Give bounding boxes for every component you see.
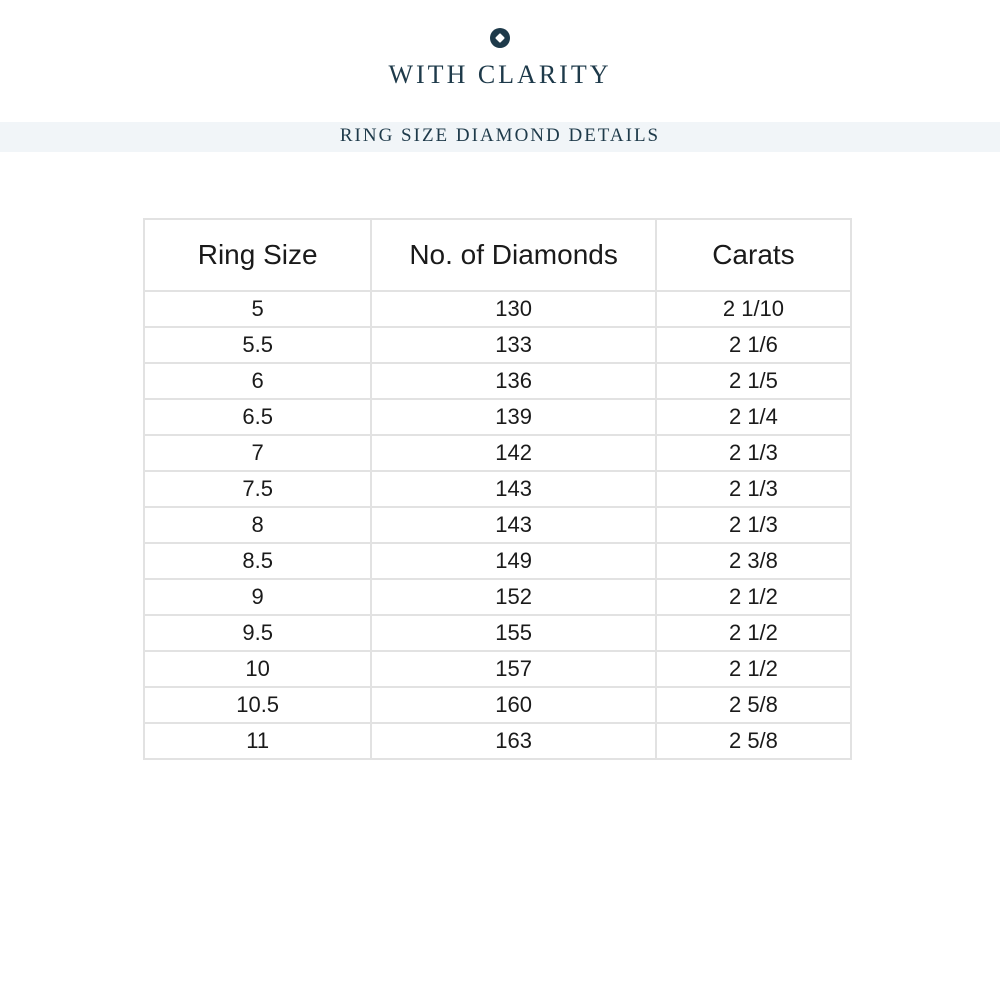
table-row [144, 543, 851, 579]
table-header-row [144, 219, 851, 291]
cell-ring-size: 6 [144, 363, 371, 399]
cell-diamond-count: 149 [371, 543, 656, 579]
cell-carats: 2 1/10 [656, 291, 851, 327]
cell-ring-size: 7.5 [144, 471, 371, 507]
cell-diamond-count: 139 [371, 399, 656, 435]
table-row [144, 291, 851, 327]
cell-ring-size: 6.5 [144, 399, 371, 435]
table-row [144, 651, 851, 687]
cell-diamond-count: 143 [371, 471, 656, 507]
cell-diamond-count: 143 [371, 507, 656, 543]
table-row [144, 615, 851, 651]
cell-ring-size: 8 [144, 507, 371, 543]
cell-carats: 2 5/8 [656, 687, 851, 723]
cell-carats: 2 1/2 [656, 615, 851, 651]
table-row [144, 507, 851, 543]
cell-ring-size: 5 [144, 291, 371, 327]
cell-diamond-count: 157 [371, 651, 656, 687]
header-no-of-diamonds: No. of Diamonds [371, 219, 656, 291]
cell-ring-size: 8.5 [144, 543, 371, 579]
cell-ring-size: 10.5 [144, 687, 371, 723]
cell-ring-size: 11 [144, 723, 371, 759]
cell-diamond-count: 155 [371, 615, 656, 651]
cell-ring-size: 5.5 [144, 327, 371, 363]
table-row [144, 687, 851, 723]
cell-diamond-count: 142 [371, 435, 656, 471]
cell-diamond-count: 160 [371, 687, 656, 723]
cell-ring-size: 9.5 [144, 615, 371, 651]
cell-diamond-count: 130 [371, 291, 656, 327]
cell-ring-size: 7 [144, 435, 371, 471]
brand-name: WITH CLARITY [388, 60, 612, 89]
diamond-circle-icon [489, 27, 511, 49]
brand-header [0, 27, 1000, 90]
header-carats: Carats [656, 219, 851, 291]
cell-carats: 2 1/6 [656, 327, 851, 363]
cell-diamond-count: 136 [371, 363, 656, 399]
cell-carats: 2 1/3 [656, 435, 851, 471]
table-row [144, 579, 851, 615]
cell-carats: 2 1/5 [656, 363, 851, 399]
cell-carats: 2 1/3 [656, 471, 851, 507]
cell-carats: 2 3/8 [656, 543, 851, 579]
cell-carats: 2 1/4 [656, 399, 851, 435]
cell-carats: 2 5/8 [656, 723, 851, 759]
cell-ring-size: 9 [144, 579, 371, 615]
page-title: RING SIZE DIAMOND DETAILS [339, 125, 661, 146]
cell-carats: 2 1/2 [656, 579, 851, 615]
cell-ring-size: 10 [144, 651, 371, 687]
table-row [144, 471, 851, 507]
table-row [144, 723, 851, 759]
table-row [144, 363, 851, 399]
table-row [144, 327, 851, 363]
table-row [144, 399, 851, 435]
ring-size-table [143, 218, 852, 760]
cell-carats: 2 1/3 [656, 507, 851, 543]
section-banner [0, 122, 1000, 152]
cell-diamond-count: 163 [371, 723, 656, 759]
table-row [144, 435, 851, 471]
cell-diamond-count: 152 [371, 579, 656, 615]
cell-diamond-count: 133 [371, 327, 656, 363]
header-ring-size: Ring Size [144, 219, 371, 291]
cell-carats: 2 1/2 [656, 651, 851, 687]
